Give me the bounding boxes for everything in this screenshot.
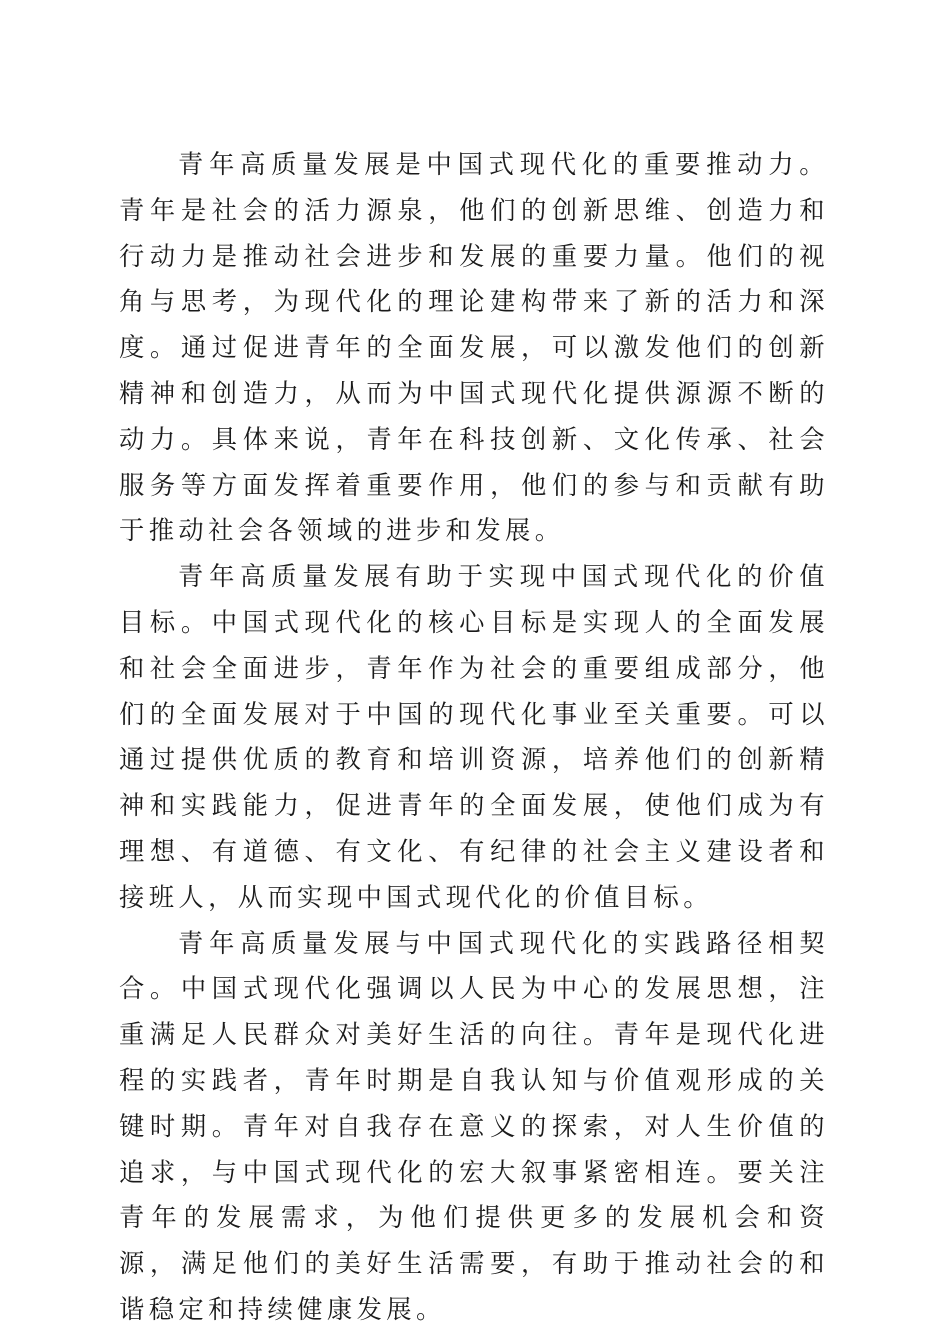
document-page (119, 142, 829, 1333)
paragraph-1: 青年高质量发展是中国式现代化的重要推动力。青年是社会的活力源泉，他们的创新思维、创造力和行动力是推动社会进步和发展的重要力量。他们的视角与思考，为现代化的理论建构带来了新的活力和深度。通过促进青年的全面发展，可以激发他们的创新精神和创造力，从而为中国式现代化提供源源不断的动力。具体来说，青年在科技创新、文化传承、社会服务等方面发挥着重要作用，他们的参与和贡献有助于推动社会各领域的进步和发展。 (119, 150, 829, 546)
paragraph-2: 青年高质量发展有助于实现中国式现代化的价值目标。中国式现代化的核心目标是实现人的全面发展和社会全面进步，青年作为社会的重要组成部分，他们的全面发展对于中国的现代化事业至关重要。可以通过提供优质的教育和培训资源，培养他们的创新精神和实践能力，促进青年的全面发展，使他们成为有理想、有道德、有文化、有纪律的社会主义建设者和接班人，从而实现中国式现代化的价值目标。 (119, 562, 829, 912)
paragraph-3: 青年高质量发展与中国式现代化的实践路径相契合。中国式现代化强调以人民为中心的发展思想，注重满足人民群众对美好生活的向往。青年是现代化进程的实践者，青年时期是自我认知与价值观形成的关键时期。青年对自我存在意义的探索，对人生价值的追求，与中国式现代化的宏大叙事紧密相连。要关注青年的发展需求，为他们提供更多的发展机会和资源，满足他们的美好生活需要，有助于推动社会的和谐稳定和持续健康发展。 (119, 928, 829, 1324)
